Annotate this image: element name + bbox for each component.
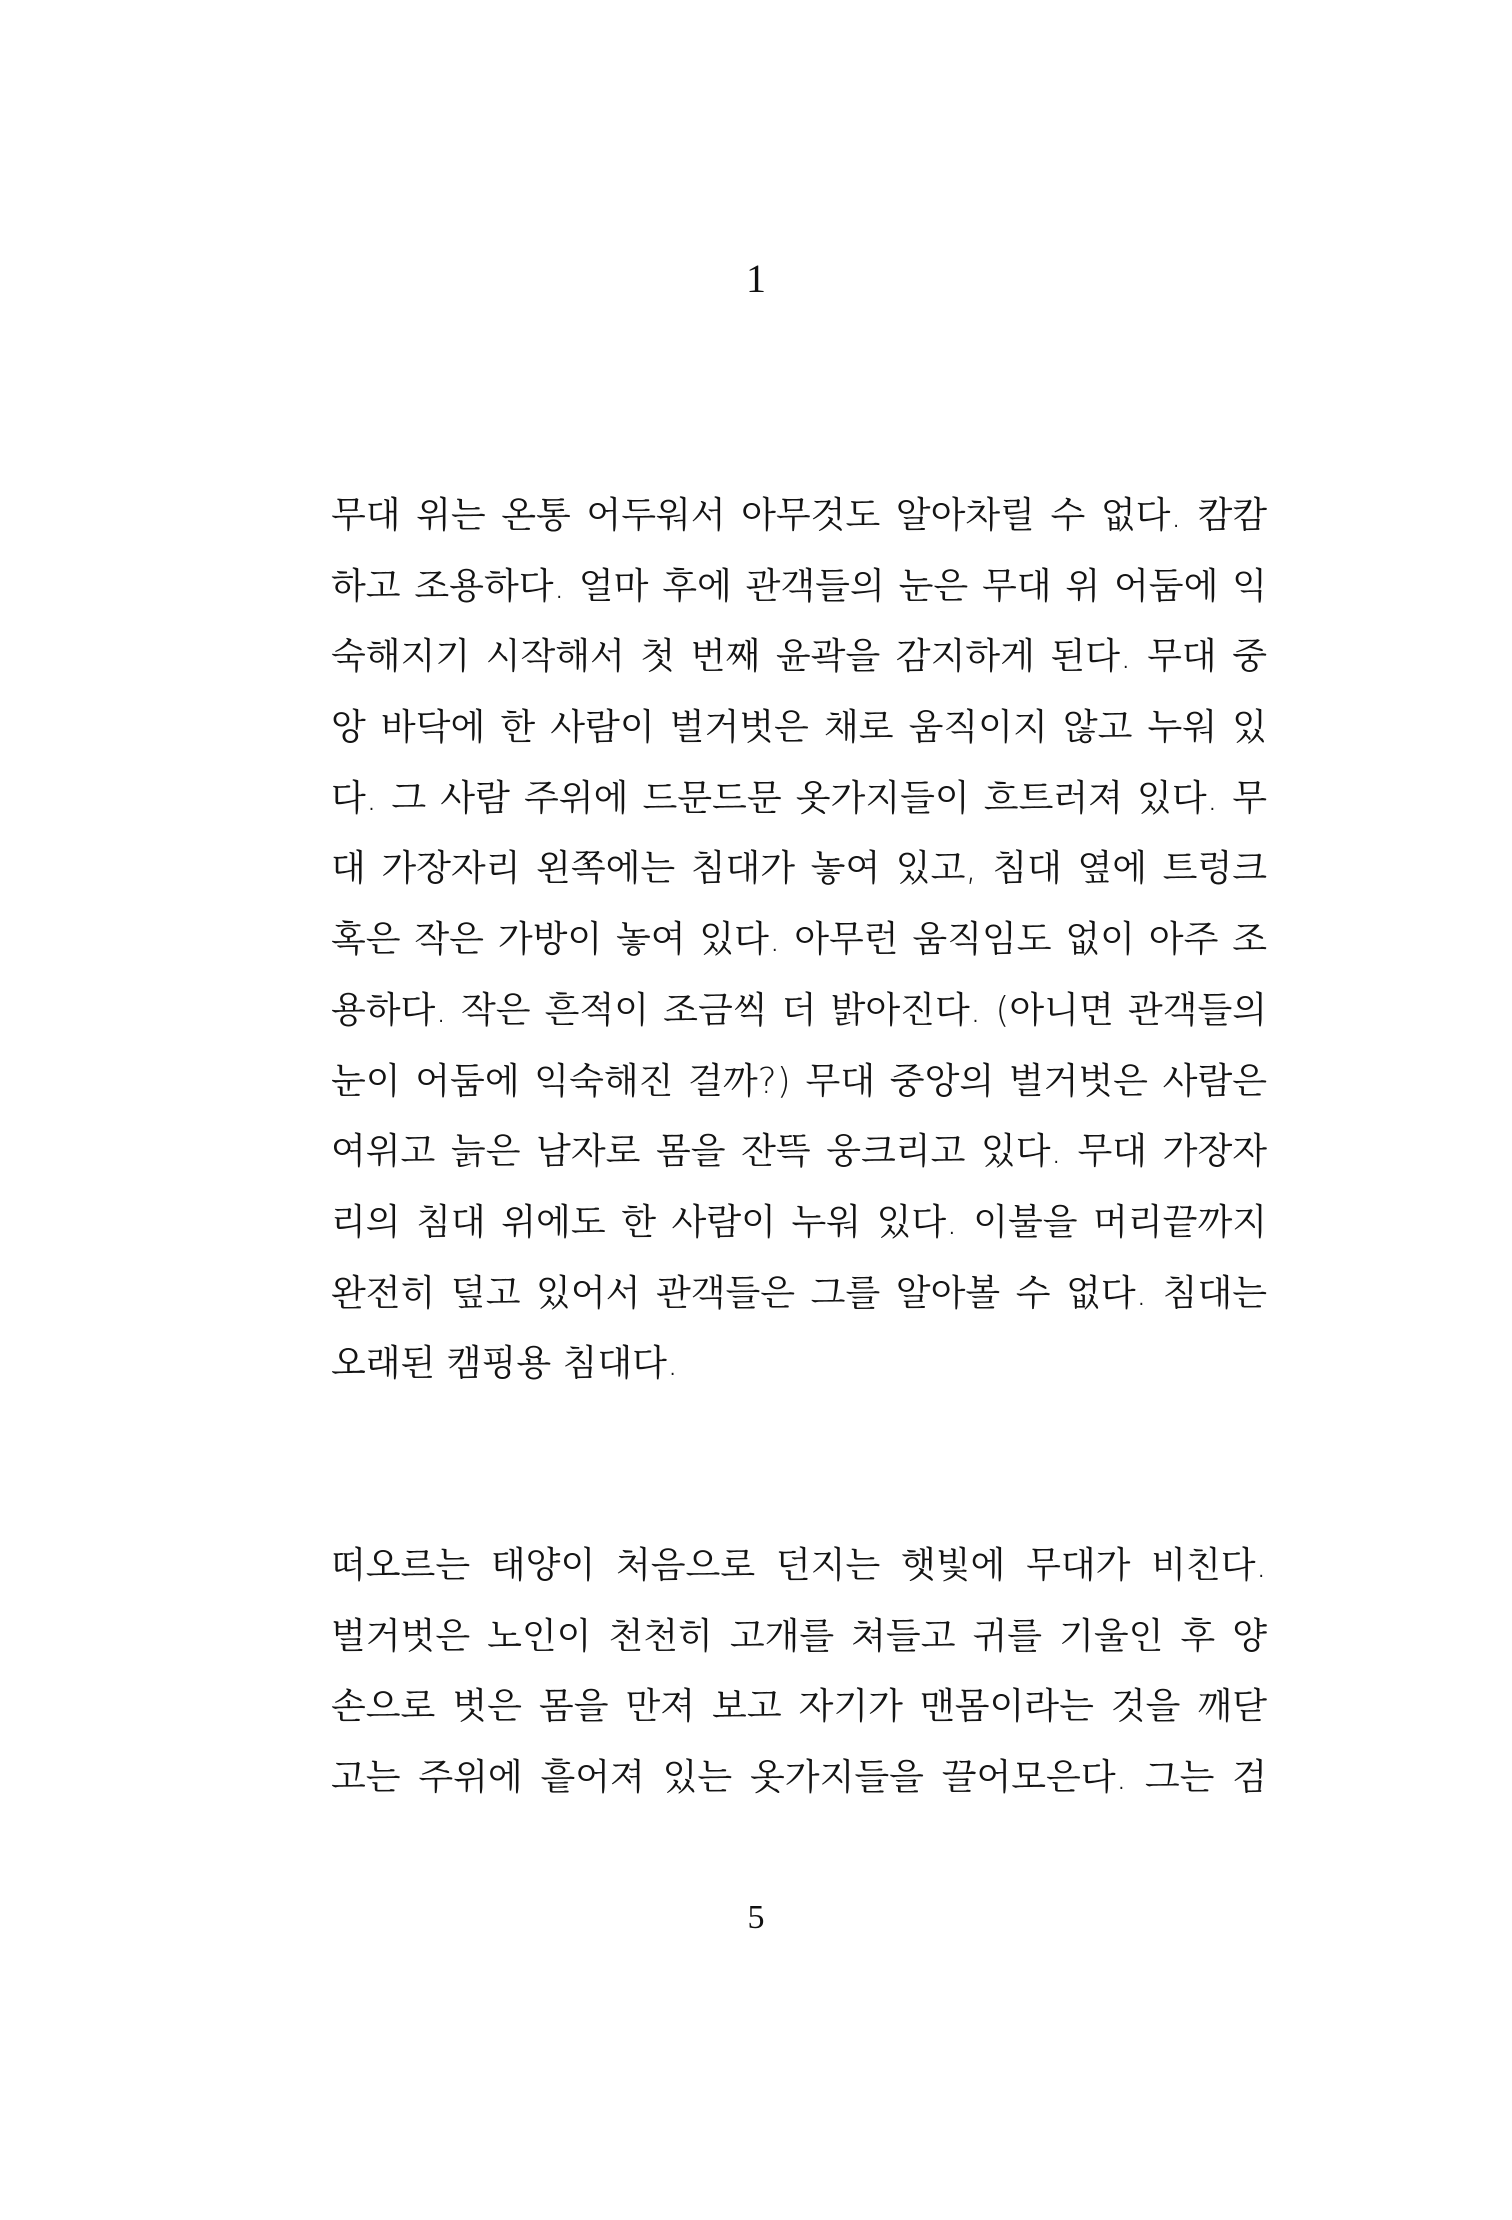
chapter-number: 1: [746, 256, 766, 301]
text-line: 용하다. 작은 흔적이 조금씩 더 밝아진다. (아니면 관객들의: [331, 989, 1267, 1031]
text-line: 숙해지기 시작해서 첫 번째 윤곽을 감지하게 된다. 무대 중: [331, 636, 1267, 678]
text-line: 하고 조용하다. 얼마 후에 관객들의 눈은 무대 위 어둠에 익: [331, 565, 1267, 607]
text-line: 벌거벗은 노인이 천천히 고개를 쳐들고 귀를 기울인 후 양: [331, 1615, 1267, 1657]
text-line: 눈이 어둠에 익숙해진 걸까?) 무대 중앙의 벌거벗은 사람은: [331, 1060, 1267, 1102]
text-line: 완전히 덮고 있어서 관객들은 그를 알아볼 수 없다. 침대는: [331, 1272, 1267, 1314]
text-line: 앙 바닥에 한 사람이 벌거벗은 채로 움직이지 않고 누워 있: [331, 707, 1267, 749]
text-line: 손으로 벗은 몸을 만져 보고 자기가 맨몸이라는 것을 깨닫: [331, 1686, 1267, 1728]
text-line: 혹은 작은 가방이 놓여 있다. 아무런 움직임도 없이 아주 조: [331, 919, 1267, 961]
text-line: 리의 침대 위에도 한 사람이 누워 있다. 이불을 머리끝까지: [331, 1201, 1267, 1243]
text-line: 다. 그 사람 주위에 드문드문 옷가지들이 흐트러져 있다. 무: [331, 777, 1267, 819]
text-line: 여위고 늙은 남자로 몸을 잔뜩 웅크리고 있다. 무대 가장자: [331, 1131, 1267, 1173]
text-line: 오래된 캠핑용 침대다.: [331, 1343, 679, 1385]
page-number: 5: [747, 1899, 765, 1936]
text-line: 대 가장자리 왼쪽에는 침대가 놓여 있고, 침대 옆에 트렁크: [331, 848, 1267, 890]
paragraph-2: [331, 1531, 1267, 1814]
text-line: 무대 위는 온통 어두워서 아무것도 알아차릴 수 없다. 캄캄: [331, 495, 1267, 536]
text-line: 떠오르는 태양이 처음으로 던지는 햇빛에 무대가 비친다.: [331, 1545, 1267, 1586]
paragraph-1: [331, 481, 1267, 1400]
text-line: 고는 주위에 흩어져 있는 옷가지들을 끌어모은다. 그는 검: [331, 1757, 1267, 1799]
